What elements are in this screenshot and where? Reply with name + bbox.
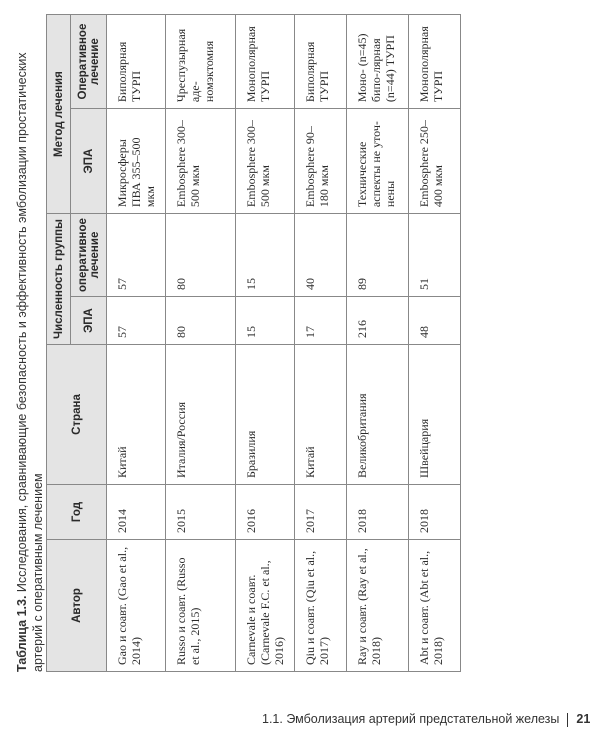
cell-year: 2016 [236, 485, 295, 540]
header-year: Год [47, 485, 107, 540]
cell-n-epa: 57 [107, 297, 166, 345]
table-row [347, 15, 409, 672]
cell-method-surgery: Чреспузырная аде-номэктомия [166, 15, 236, 109]
header-surgery-method: Оперативное лечение [71, 15, 107, 109]
studies-table [46, 14, 461, 672]
header-country: Страна [47, 345, 107, 485]
cell-n-surgery: 57 [107, 214, 166, 297]
caption-text: Исследования, сравнивающие безопасность и эффективность эмболизации простатических артерий с оперативным лечением [15, 52, 45, 672]
cell-method-surgery: Моно- (n=45) бипо-лярная (n=44) ТУРП [347, 15, 409, 109]
cell-method-epa: Embosphere 300–500 мкм [166, 109, 236, 214]
cell-method-surgery: Биполярная ТУРП [295, 15, 347, 109]
header-surgery-count: оперативное лечение [71, 214, 107, 297]
cell-country: Китай [107, 345, 166, 485]
cell-n-surgery: 80 [166, 214, 236, 297]
cell-country: Великобритания [347, 345, 409, 485]
table-row [236, 15, 295, 672]
table-row [107, 15, 166, 672]
cell-author: Russo и соавт. (Russo et al., 2015) [166, 540, 236, 672]
cell-n-epa: 48 [409, 297, 461, 345]
cell-country: Италия/Россия [166, 345, 236, 485]
cell-n-epa: 15 [236, 297, 295, 345]
cell-n-surgery: 15 [236, 214, 295, 297]
cell-year: 2015 [166, 485, 236, 540]
cell-method-epa: Технические аспекты не уточ-нены [347, 109, 409, 214]
cell-n-surgery: 40 [295, 214, 347, 297]
cell-method-surgery: Монополярная ТУРП [236, 15, 295, 109]
cell-year: 2014 [107, 485, 166, 540]
table-caption [14, 32, 46, 672]
cell-n-epa: 17 [295, 297, 347, 345]
header-author: Автор [47, 540, 107, 672]
cell-method-epa: Embosphere 300–500 мкм [236, 109, 295, 214]
cell-method-epa: Embosphere 90–180 мкм [295, 109, 347, 214]
cell-year: 2018 [347, 485, 409, 540]
cell-n-surgery: 51 [409, 214, 461, 297]
cell-n-surgery: 89 [347, 214, 409, 297]
table-row [409, 15, 461, 672]
footer-section-title: 1.1. Эмболизация артерий предстательной железы [262, 712, 560, 726]
page-number: 21 [576, 712, 591, 726]
cell-author: Carnevale и соавт. (Carnevale F.C. et al., 2016) [236, 540, 295, 672]
cell-n-epa: 80 [166, 297, 236, 345]
cell-year: 2018 [409, 485, 461, 540]
cell-author: Qiu и соавт. (Qiu et al., 2017) [295, 540, 347, 672]
cell-method-epa: Микросферы ПВА 355–500 мкм [107, 109, 166, 214]
cell-author: Abt и соавт. (Abt et al., 2018) [409, 540, 461, 672]
cell-n-epa: 216 [347, 297, 409, 345]
header-epa-count: ЭПА [71, 297, 107, 345]
caption-label: Таблица 1.3. [15, 595, 29, 672]
page-footer [262, 712, 590, 727]
cell-country: Китай [295, 345, 347, 485]
cell-author: Gao и соавт. (Gao et al., 2014) [107, 540, 166, 672]
table-row [295, 15, 347, 672]
cell-country: Бразилия [236, 345, 295, 485]
cell-year: 2017 [295, 485, 347, 540]
footer-divider [567, 713, 568, 727]
header-method: Метод лечения [47, 15, 71, 214]
cell-author: Ray и соавт. (Ray et al., 2018) [347, 540, 409, 672]
cell-country: Швейцария [409, 345, 461, 485]
header-epa-method: ЭПА [71, 109, 107, 214]
cell-method-surgery: Монополярная ТУРП [409, 15, 461, 109]
header-group-size: Численность группы [47, 214, 71, 345]
cell-method-epa: Embosphere 250–400 мкм [409, 109, 461, 214]
table-row [166, 15, 236, 672]
cell-method-surgery: Биполярная ТУРП [107, 15, 166, 109]
